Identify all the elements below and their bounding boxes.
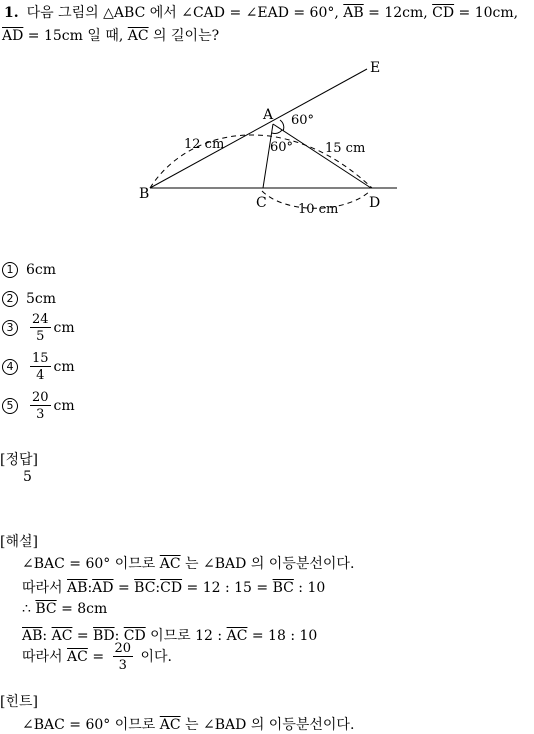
point-label-d: D bbox=[369, 195, 381, 211]
question-line-2: $\overline{AD} = 15cm$ 일 때, $\overline{AC}$ 의 길이는? bbox=[2, 28, 220, 44]
question-number: 1. bbox=[4, 5, 19, 21]
choice-1[interactable]: 1 6cm bbox=[2, 262, 56, 278]
answer-heading: [정답] bbox=[0, 452, 38, 468]
solution-line-2: 따라서 $\overline{AB}:\overline{AD}$ = $\overline{BC}:\overline{CD} = 12$ : $15 = \overline{BC}$ : 10 bbox=[22, 580, 326, 596]
angle-label-ead: 60° bbox=[291, 113, 315, 128]
choice-2[interactable]: 2 5cm bbox=[2, 291, 56, 307]
segment-ac: $\overline{AC}$ bbox=[127, 28, 149, 44]
solution-line-4: $\overline{AB}$: $\overline{AC} = \overline{BD}$: $\overline{CD}$ 이므로 12 : $\overline{AC} = 18$ : 10 bbox=[22, 628, 318, 644]
answer-value: 5 bbox=[23, 469, 32, 485]
segment-ab: $\overline{AB}$ bbox=[343, 5, 364, 21]
point-label-b: B bbox=[139, 186, 150, 202]
solution-line-1: ∠BAC = 60° 이므로 $\overline{AC}$ 는 ∠BAD 의 이등분선이다. bbox=[22, 556, 355, 572]
hint-heading: [힌트] bbox=[0, 694, 38, 710]
fraction: $\frac{24}{5}$ bbox=[32, 312, 49, 344]
point-label-c: C bbox=[256, 195, 267, 211]
fraction: $\frac{15}{4}$ bbox=[32, 351, 49, 383]
choice-marker-1: 1 bbox=[2, 262, 18, 278]
solution-heading: [해설] bbox=[0, 534, 38, 550]
choice-marker-4: 4 bbox=[2, 359, 18, 375]
line-ad bbox=[273, 124, 371, 188]
choice-marker-3: 3 bbox=[2, 320, 18, 336]
choice-marker-2: 2 bbox=[2, 291, 18, 307]
segment-cd: $\overline{CD}$ bbox=[432, 5, 455, 21]
fraction: $\frac{20}{3}$ bbox=[32, 390, 49, 422]
angle-label-cad: 60° bbox=[270, 140, 294, 155]
length-label-cd: 10 cm bbox=[298, 202, 339, 217]
choice-3[interactable]: 3 $\frac{24}{5}$ cm bbox=[2, 313, 75, 343]
point-label-a: A bbox=[263, 107, 274, 123]
question-line-1: 1. 다음 그림의 △ABC 에서 ∠CAD = ∠EAD = 60°, $\overline{AB} = 12cm$, $\overline{CD} = 10cm$, bbox=[4, 5, 519, 21]
choice-marker-5: 5 bbox=[2, 398, 18, 414]
line-be bbox=[150, 69, 367, 188]
solution-line-5: 따라서 $\overline{AC}$ = $\frac{20}{3}$ 이다. bbox=[22, 641, 172, 673]
fraction: $\frac{20}{3}$ bbox=[114, 641, 132, 673]
length-label-ab: 12 cm bbox=[184, 137, 225, 152]
length-label-ad: 15 cm bbox=[325, 141, 366, 156]
choice-5[interactable]: 5 $\frac{20}{3}$ cm bbox=[2, 391, 75, 421]
hint-line-1: ∠BAC = 60° 이므로 $\overline{AC}$ 는 ∠BAD 의 이등분선이다. bbox=[22, 717, 355, 733]
line-ac bbox=[263, 124, 273, 188]
solution-line-3: ∴ $\overline{BC} = 8cm$ bbox=[22, 601, 108, 617]
segment-ad: $\overline{AD}$ bbox=[2, 28, 24, 44]
angle-arc-lower bbox=[272, 130, 282, 133]
choice-4[interactable]: 4 $\frac{15}{4}$ cm bbox=[2, 352, 75, 382]
point-label-e: E bbox=[370, 60, 381, 76]
geometry-figure bbox=[0, 0, 534, 240]
